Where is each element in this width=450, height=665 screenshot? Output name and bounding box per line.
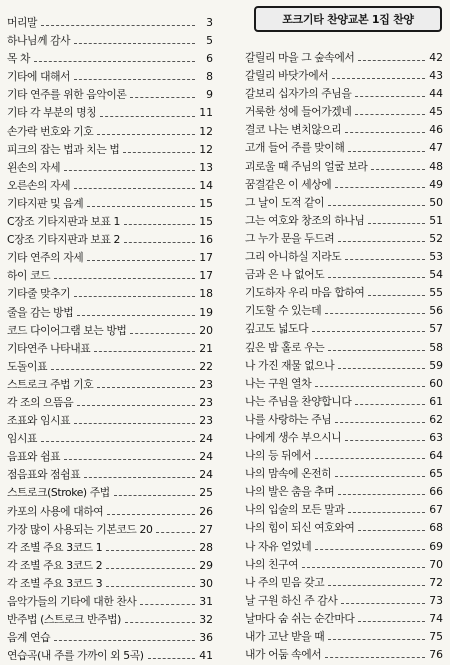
toc-entry-title: 음계 연습 [7,631,51,645]
toc-entry [245,230,443,248]
toc-entry-page: 50 [429,195,443,209]
toc-entry [7,104,213,122]
toc-entry [245,429,443,447]
toc-entry-title: 카포의 사용에 대하여 [7,504,104,518]
toc-entry-title: 그리 아니하실 지라도 [245,250,342,264]
toc-entry-title: 나를 사랑하는 주님 [245,412,332,426]
toc-entry [7,285,213,303]
dot-leader [64,450,195,460]
toc-entry-title: 나의 등 뒤에서 [245,449,312,463]
dot-leader [107,505,195,515]
toc-entry-title: 기타 연주를 위한 음악이론 [7,88,127,102]
toc-entry [7,430,213,448]
toc-entry [7,521,213,539]
toc-entry-page: 49 [429,177,443,191]
toc-entry [7,358,213,376]
toc-entry [245,538,443,556]
dot-leader [124,233,195,243]
toc-entry-page: 52 [429,231,443,245]
toc-entry-page: 63 [429,430,443,444]
toc-entry [245,465,443,483]
toc-entry-title: 날마다 숨 쉬는 순간마다 [245,611,355,625]
toc-entry-title: 음표와 쉼표 [7,450,61,464]
dot-leader [77,396,195,406]
dot-leader [41,432,195,442]
toc-entry-title: 하나님께 감사 [7,34,71,48]
toc-entry [245,121,443,139]
dot-leader [148,649,195,659]
toc-entry-page: 15 [199,215,213,229]
toc-entry-title: 기도할 수 있는데 [245,304,322,318]
dot-leader [97,378,195,388]
dot-leader [338,485,425,495]
toc-entry-page: 28 [199,540,213,554]
dot-leader [325,304,425,314]
dot-leader [130,324,195,334]
dot-leader [315,540,425,550]
toc-entry-page: 17 [199,269,213,283]
dot-leader [77,306,195,316]
toc-entry [245,266,443,284]
toc-entry [245,248,443,266]
toc-entry [245,339,443,357]
toc-entry-page: 42 [429,51,443,64]
toc-entry-page: 6 [206,52,213,66]
toc-entry-page: 31 [199,595,213,608]
dot-leader [358,521,425,531]
toc-entry [7,177,213,195]
dot-leader [87,251,195,261]
toc-entry-page: 13 [199,160,213,174]
dot-leader [355,87,425,97]
dot-leader [41,16,195,26]
toc-entry-page: 22 [199,359,213,373]
toc-entry-title: 꿈결같은 이 세상에 [245,177,332,191]
toc-entry-page: 36 [199,631,213,645]
dot-leader [106,541,195,551]
toc-entry-page: 23 [199,395,213,409]
toc-right-column [245,49,443,664]
toc-entry-title: 음악가들의 기타에 대한 찬사 [7,595,137,608]
dot-leader [302,558,425,568]
toc-entry [7,50,213,68]
toc-entry-page: 43 [429,69,443,83]
toc-entry-title: 나의 힘이 되신 여호와여 [245,521,355,535]
toc-entry-page: 56 [429,304,443,318]
toc-entry-title: 나는 구원 열차 [245,376,312,390]
toc-entry [7,557,213,575]
toc-entry-title: 거룩한 성에 들어가겠네 [245,105,352,119]
dot-leader [97,125,195,135]
toc-entry-page: 48 [429,159,443,173]
dot-leader [74,179,195,189]
toc-entry-page: 59 [429,358,443,372]
toc-entry-title: 점음표와 점쉼표 [7,468,81,482]
dot-leader [106,577,195,587]
dot-leader [328,630,425,640]
toc-entry [7,629,213,647]
toc-entry [7,575,213,593]
toc-entry-title: 나는 주님을 찬양합니다 [245,394,352,408]
toc-entry-page: 3 [206,16,213,29]
toc-entry [245,628,443,646]
dot-leader [328,196,425,206]
toc-entry [7,611,213,629]
dot-leader [345,250,425,260]
toc-entry-page: 76 [429,648,443,662]
toc-entry-page: 51 [429,213,443,227]
toc-entry-page: 21 [199,341,213,355]
toc-entry [7,249,213,267]
toc-entry-page: 24 [199,468,213,482]
toc-entry [245,176,443,194]
toc-entry-page: 9 [206,88,213,102]
toc-entry [245,483,443,501]
dot-leader [94,342,195,352]
toc-entry-title: 기타지판 및 음계 [7,196,84,210]
toc-entry-page: 32 [199,613,213,627]
toc-entry-title: 기도하자 우리 마음 합하여 [245,286,365,300]
toc-entry [7,141,213,159]
toc-entry-page: 23 [199,414,213,428]
dot-leader [355,105,425,115]
toc-entry-title: 나 자유 얻었네 [245,539,312,553]
toc-entry [245,194,443,212]
toc-entry-page: 44 [429,87,443,101]
toc-entry-page: 25 [199,486,213,500]
toc-entry [7,539,213,557]
dot-leader [338,232,425,242]
toc-entry-page: 57 [429,322,443,336]
toc-entry [245,411,443,429]
dot-leader [100,107,195,117]
toc-entry [7,340,213,358]
dot-leader [64,161,195,171]
toc-entry [245,556,443,574]
toc-entry [7,159,213,177]
toc-entry-page: 67 [429,503,443,517]
toc-left-column [7,14,213,665]
toc-entry-title: 도돌이표 [7,359,48,373]
toc-entry [245,67,443,85]
dot-leader [358,51,425,61]
toc-entry [245,447,443,465]
dot-leader [51,360,195,370]
toc-entry-title: 각 조별 주요 3코드 1 [7,540,103,554]
dot-leader [130,88,195,98]
toc-entry [7,68,213,86]
toc-entry-page: 26 [199,504,213,518]
toc-entry [7,503,213,521]
toc-entry [245,574,443,592]
toc-entry-page: 29 [199,558,213,572]
dot-leader [371,160,425,170]
dot-leader [84,468,195,478]
toc-entry-title: 그 날이 도적 같이 [245,195,325,209]
toc-entry-title: 금과 은 나 없어도 [245,268,325,282]
toc-entry [245,519,443,537]
toc-entry-title: 기타 연주의 자세 [7,251,84,265]
dot-leader [328,341,425,351]
toc-entry [7,647,213,665]
toc-entry-page: 73 [429,593,443,607]
toc-entry [7,14,213,32]
dot-leader [312,322,425,332]
toc-entry-title: 기타 각 부분의 명칭 [7,106,97,120]
toc-entry-title: 오른손의 자세 [7,178,71,192]
toc-entry [7,195,213,213]
toc-entry [245,610,443,628]
toc-entry-page: 46 [429,123,443,137]
toc-entry-title: 나 가진 재물 없으나 [245,358,335,372]
toc-entry-page: 12 [199,124,213,138]
toc-entry [245,501,443,519]
dot-leader [335,413,425,423]
toc-entry [7,32,213,50]
toc-entry-title: 괴로울 때 주님의 얼굴 보라 [245,159,368,173]
toc-entry [245,357,443,375]
dot-leader [87,197,195,207]
dot-leader [106,559,195,569]
dot-leader [114,486,195,496]
toc-entry [245,646,443,664]
dot-leader [54,269,195,279]
toc-entry [7,466,213,484]
toc-entry [245,284,443,302]
toc-entry-page: 41 [199,649,213,663]
toc-entry-page: 24 [199,450,213,464]
dot-leader [335,467,425,477]
toc-entry [7,123,213,141]
toc-entry [245,393,443,411]
toc-entry-title: 반주법 (스트로크 반주법) [7,613,121,627]
dot-leader [123,143,195,153]
toc-entry [7,213,213,231]
toc-entry-page: 19 [199,305,213,319]
toc-entry-page: 30 [199,576,213,590]
toc-entry-page: 62 [429,412,443,426]
toc-entry-page: 65 [429,467,443,481]
toc-entry-page: 12 [199,142,213,156]
toc-entry-page: 54 [429,268,443,282]
dot-leader [74,414,195,424]
dot-leader [332,69,425,79]
toc-entry-page: 11 [199,106,213,120]
toc-entry-page: 66 [429,485,443,499]
toc-entry-title: 피크의 잡는 법과 치는 법 [7,142,120,156]
toc-entry-page: 70 [429,557,443,571]
dot-leader [355,395,425,405]
toc-entry-page: 45 [429,105,443,119]
toc-entry-title: 목 차 [7,52,31,66]
dot-leader [74,70,195,80]
book-title-text: 포크기타 찬양교본 1집 찬양 [282,13,414,26]
toc-entry-title: 갈릴리 마을 그 숲속에서 [245,51,355,64]
toc-entry [7,376,213,394]
toc-entry-page: 72 [429,575,443,589]
toc-entry [7,448,213,466]
toc-entry-title: 깊고도 넓도다 [245,322,309,336]
dot-leader [315,449,425,459]
toc-entry-page: 60 [429,376,443,390]
dot-leader [140,595,195,605]
toc-entry-title: 나의 친구여 [245,557,299,571]
toc-entry [245,212,443,230]
toc-entry-page: 55 [429,286,443,300]
toc-entry-title: 결코 나는 변치않으리 [245,123,342,137]
dot-leader [348,142,425,152]
dot-leader [335,178,425,188]
toc-entry-page: 53 [429,250,443,264]
toc-entry-page: 27 [199,522,213,536]
toc-entry-title: 머리말 [7,16,38,29]
toc-entry-title: 왼손의 자세 [7,160,61,174]
dot-leader [156,523,195,533]
toc-entry [7,304,213,322]
dot-leader [325,648,425,658]
toc-entry-page: 58 [429,340,443,354]
dot-leader [74,287,195,297]
toc-entry [245,375,443,393]
toc-entry-title: C장조 기타지판과 보표 2 [7,233,120,247]
toc-entry-title: 내가 고난 받을 때 [245,630,325,643]
toc-entry-title: 내가 어둠 속에서 [245,648,322,662]
toc-entry [7,322,213,340]
toc-entry [7,593,213,611]
toc-entry [245,302,443,320]
dot-leader [368,286,425,296]
toc-entry-page: 75 [429,630,443,643]
dot-leader [345,431,425,441]
book-title-badge [254,6,442,32]
toc-entry-title: 각 조별 주요 3코드 3 [7,576,103,590]
toc-entry-title: 조표와 임시표 [7,414,71,428]
toc-entry-page: 68 [429,521,443,535]
toc-entry-page: 17 [199,251,213,265]
toc-entry-title: 코드 다이어그램 보는 방법 [7,323,127,337]
toc-entry-title: 나 주의 믿음 갖고 [245,575,325,589]
dot-leader [345,123,425,133]
toc-entry-page: 61 [429,394,443,408]
toc-entry-title: 손가락 번호와 기호 [7,124,94,138]
toc-entry-page: 8 [206,70,213,84]
toc-entry-title: 갈릴리 바닷가에서 [245,69,329,83]
toc-entry-title: 날 구원 하신 주 감사 [245,593,338,607]
toc-entry-title: 줄을 감는 방법 [7,305,74,319]
toc-entry-title: 나의 맘속에 온전히 [245,467,332,481]
toc-entry-page: 69 [429,539,443,553]
toc-entry-title: 스트로크(Stroke) 주법 [7,486,110,500]
dot-leader [34,52,195,62]
toc-entry-title: 하이 코드 [7,269,51,283]
toc-entry [7,267,213,285]
toc-entry-title: 그 누가 문을 두드려 [245,231,335,245]
toc-entry-title: 각 조의 으뜸음 [7,395,74,409]
toc-entry-page: 20 [199,323,213,337]
dot-leader [348,503,425,513]
dot-leader [338,359,425,369]
toc-entry-title: 기타에 대해서 [7,70,71,84]
dot-leader [315,377,425,387]
toc-entry-title: 각 조별 주요 3코드 2 [7,558,103,572]
toc-entry [245,49,443,67]
dot-leader [341,594,425,604]
toc-entry [7,412,213,430]
dot-leader [368,214,425,224]
toc-entry [7,394,213,412]
toc-entry-title: 나에게 생수 부으시니 [245,430,342,444]
toc-entry-title: C장조 기타지판과 보표 1 [7,215,120,229]
toc-entry [245,85,443,103]
toc-entry [7,231,213,249]
toc-entry-title: 스트로크 주법 기호 [7,377,94,391]
toc-entry-title: 나의 입술의 모든 말과 [245,503,345,517]
toc-entry [7,86,213,104]
toc-entry-title: 그는 여호와 창조의 하나님 [245,213,365,227]
toc-entry-title: 임시표 [7,432,38,446]
toc-entry-page: 16 [199,233,213,247]
dot-leader [124,215,195,225]
toc-entry-title: 기타줄 맞추기 [7,287,71,301]
toc-entry [7,484,213,502]
dot-leader [54,631,195,641]
toc-entry-title: 갈보리 십자가의 주님을 [245,87,352,101]
toc-entry-page: 5 [206,34,213,48]
toc-entry-page: 15 [199,196,213,210]
dot-leader [74,34,195,44]
toc-entry [245,139,443,157]
toc-entry-page: 64 [429,449,443,463]
toc-entry-page: 24 [199,432,213,446]
toc-entry-title: 나의 발은 춤을 추며 [245,485,335,499]
toc-entry [245,320,443,338]
toc-entry-title: 깊은 밤 홀로 우는 [245,340,325,354]
dot-leader [328,268,425,278]
toc-entry-title: 기타연주 나타내표 [7,341,91,355]
dot-leader [358,612,425,622]
toc-entry [245,592,443,610]
toc-entry [245,158,443,176]
toc-entry-title: 연습곡(내 주를 가까이 외 5곡) [7,649,144,663]
dot-leader [328,576,425,586]
toc-entry-page: 18 [199,287,213,301]
toc-entry-page: 74 [429,611,443,625]
toc-entry-title: 고개 들어 주를 맞이해 [245,141,345,155]
toc-entry [245,103,443,121]
toc-entry-title: 가장 많이 사용되는 기본코드 20 [7,522,153,536]
toc-entry-page: 14 [199,178,213,192]
toc-entry-page: 47 [429,141,443,155]
toc-entry-page: 23 [199,377,213,391]
